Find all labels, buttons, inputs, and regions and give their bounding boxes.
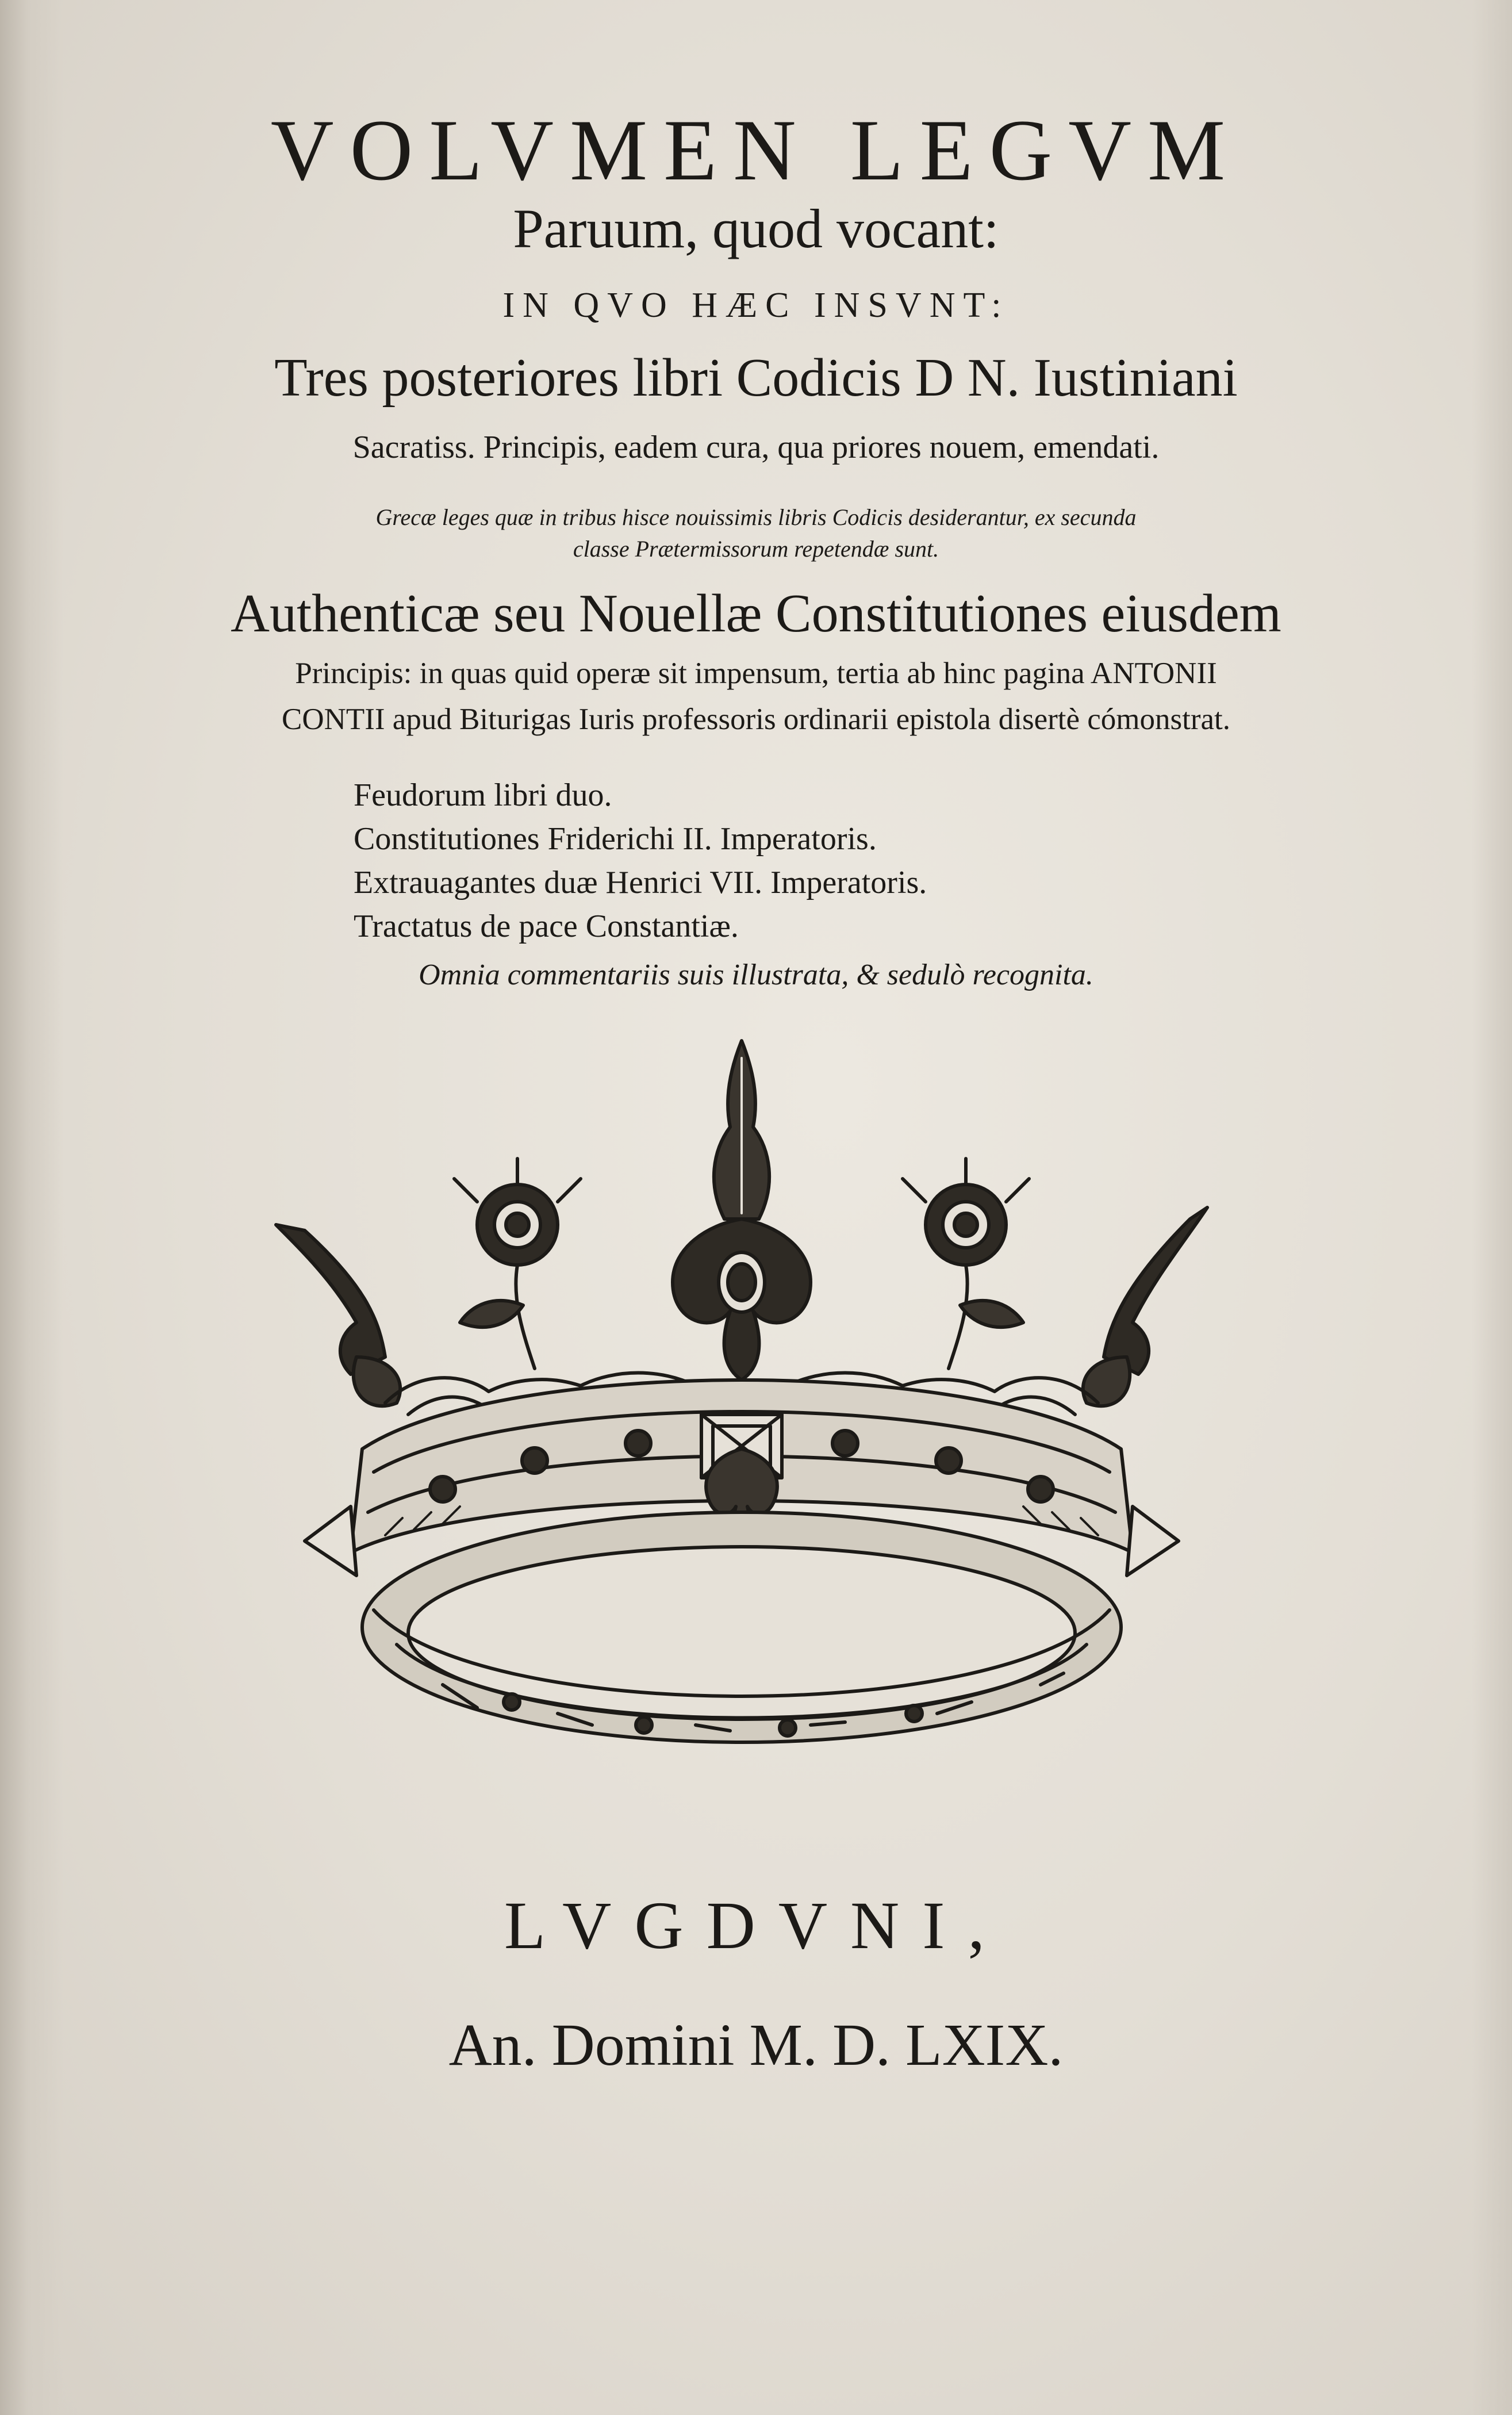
contents-list	[354, 773, 927, 948]
authenticae-line: Authenticæ seu Nouellæ Constitutiones eiusdem	[231, 584, 1281, 643]
codex-line: Tres posteriores libri Codicis D N. Iustiniani	[274, 348, 1238, 408]
codex-subline: Sacratiss. Principis, eadem cura, qua priores nouem, emendati.	[352, 430, 1160, 465]
crown-woodcut	[270, 1035, 1213, 1759]
principis-line: Principis: in quas quid operæ sit impensum, tertia ab hinc pagina ANTONII	[295, 657, 1217, 690]
greek-note-line-1: Grecæ leges quæ in tribus hisce nouissimis libris Codicis desiderantur, ex secunda	[375, 504, 1137, 530]
book-title: VOLVMEN LEGVM	[270, 102, 1242, 198]
greek-note-line-2: classe Prætermissorum repetendæ sunt.	[573, 536, 939, 562]
omnia-line: Omnia commentariis suis illustrata, & sedulò recognita.	[419, 959, 1093, 991]
contents-heading: IN QVO HÆC INSVNT:	[502, 286, 1010, 325]
imprint-city: LVGDVNI,	[504, 1888, 1008, 1963]
book-subtitle: Paruum, quod vocant:	[513, 198, 999, 259]
list-item: Feudorum libri duo.	[354, 777, 612, 813]
imprint-year: An. Domini M. D. LXIX.	[448, 2012, 1064, 2078]
list-item: Tractatus de pace Constantiæ.	[354, 908, 739, 944]
list-item: Extrauagantes duæ Henrici VII. Imperatoris.	[354, 865, 927, 900]
list-item: Constitutiones Friderichi II. Imperatoris.	[354, 821, 877, 857]
contii-line: CONTII apud Biturigas Iuris professoris ordinarii epistola disertè cómonstrat.	[281, 703, 1230, 736]
